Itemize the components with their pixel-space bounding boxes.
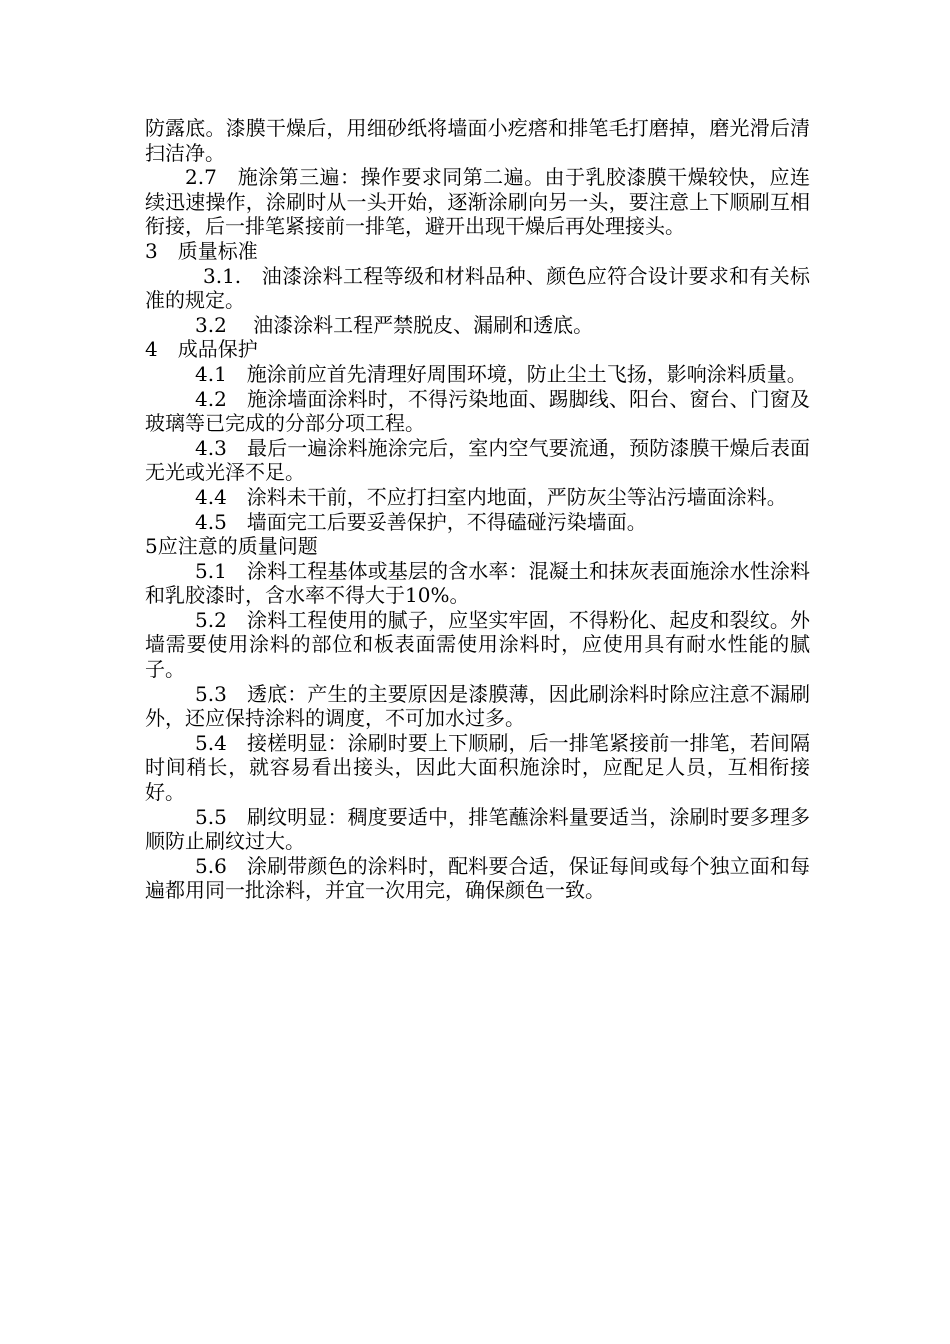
section-heading-5: 5应注意的质量问题 bbox=[145, 534, 318, 559]
paragraph-3-1: 3.1. 油漆涂料工程等级和材料品种、颜色应符合设计要求和有关标准的规定。 bbox=[145, 263, 810, 313]
paragraph-4-5: 4.5 墙面完工后要妥善保护，不得磕碰污染墙面。 bbox=[195, 509, 647, 534]
paragraph-4-2: 4.2 施涂墙面涂料时，不得污染地面、踢脚线、阳台、窗台、门窗及玻璃等已完成的分部分项工程。 bbox=[145, 386, 810, 436]
paragraph-continuation: 防露底。漆膜干燥后，用细砂纸将墙面小疙瘩和排笔毛打磨掉，磨光滑后清扫洁净。 bbox=[145, 116, 810, 165]
paragraph-5-3: 5.3 透底：产生的主要原因是漆膜薄，因此刷涂料时除应注意不漏刷外，还应保持涂料的调度，不可加水过多。 bbox=[145, 681, 810, 731]
document-body bbox=[145, 116, 810, 903]
paragraph-2-7: 2.7 施涂第三遍：操作要求同第二遍。由于乳胶漆膜干燥较快，应连续迅速操作，涂刷时从一头开始，逐渐涂刷向另一头，要注意上下顺刷互相衔接，后一排笔紧接前一排笔，避开出现干燥后再处理接头。 bbox=[145, 165, 810, 239]
paragraph-5-2: 5.2 涂料工程使用的腻子，应坚实牢固，不得粉化、起皮和裂纹。外墙需要使用涂料的部位和板表面需使用涂料时，应使用具有耐水性能的腻子。 bbox=[145, 607, 810, 682]
paragraph-3-2: 3.2 油漆涂料工程严禁脱皮、漏刷和透底。 bbox=[195, 312, 594, 337]
paragraph-5-1: 5.1 涂料工程基体或基层的含水率：混凝土和抹灰表面施涂水性涂料和乳胶漆时，含水率不得大于10%。 bbox=[145, 558, 810, 608]
paragraph-4-3: 4.3 最后一遍涂料施涂完后，室内空气要流通，预防漆膜干燥后表面无光或光泽不足。 bbox=[145, 435, 810, 485]
section-heading-3: 3 质量标准 bbox=[145, 238, 258, 263]
paragraph-4-4: 4.4 涂料未干前，不应打扫室内地面，严防灰尘等沾污墙面涂料。 bbox=[195, 484, 787, 509]
paragraph-4-1: 4.1 施涂前应首先清理好周围环境，防止尘土飞扬，影响涂料质量。 bbox=[195, 361, 807, 386]
section-heading-4: 4 成品保护 bbox=[145, 337, 258, 362]
paragraph-5-6: 5.6 涂刷带颜色的涂料时，配料要合适，保证每间或每个独立面和每遍都用同一批涂料，并宜一次用完，确保颜色一致。 bbox=[145, 853, 810, 903]
paragraph-5-4: 5.4 接槎明显：涂刷时要上下顺刷，后一排笔紧接前一排笔，若间隔时间稍长，就容易看出接头，因此大面积施涂时，应配足人员，互相衔接好。 bbox=[145, 730, 810, 805]
paragraph-5-5: 5.5 刷纹明显：稠度要适中，排笔蘸涂料量要适当，涂刷时要多理多顺防止刷纹过大。 bbox=[145, 804, 810, 854]
